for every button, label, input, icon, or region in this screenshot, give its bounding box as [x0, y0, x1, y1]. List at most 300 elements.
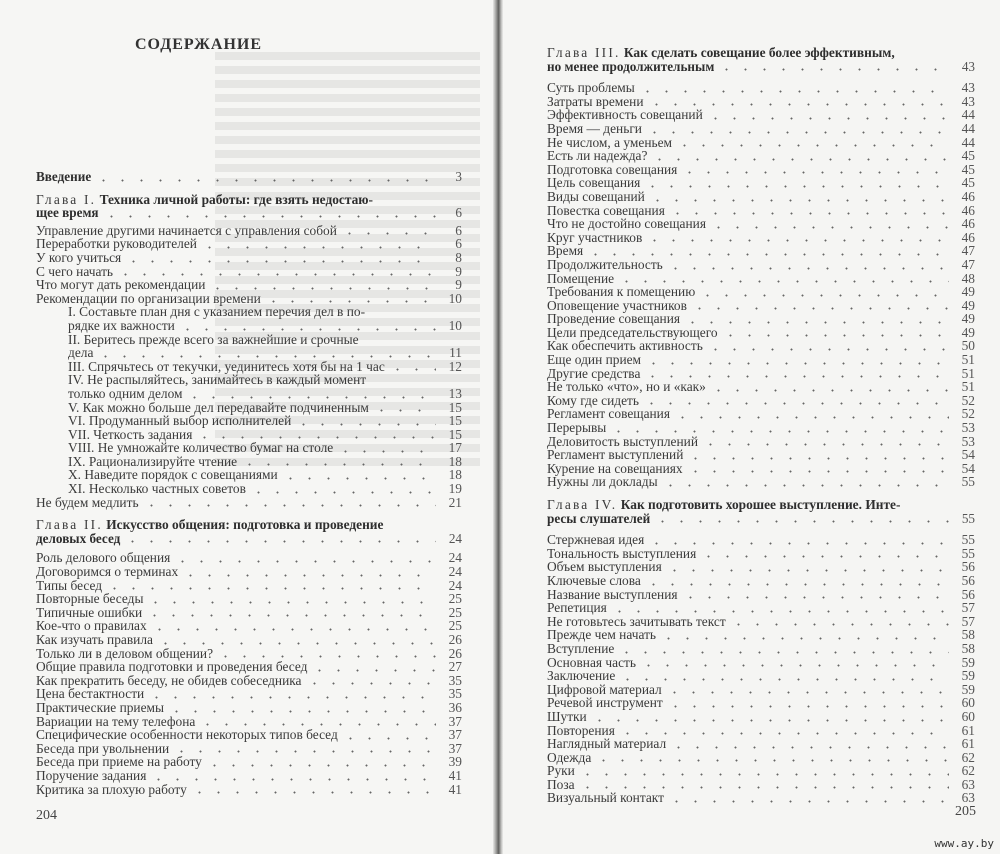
toc-entry-title: Еще один прием [547, 352, 642, 368]
dot-leader [665, 684, 949, 694]
page-number: 205 [955, 804, 976, 819]
toc-entry-page: 36 [448, 699, 462, 715]
toc-entry-page: 17 [448, 440, 462, 456]
dot-leader [294, 416, 436, 426]
toc-entry-title: Тональность выступления [547, 545, 697, 561]
toc-entry-page: 24 [448, 530, 462, 546]
dot-leader [124, 253, 436, 263]
toc-entry [547, 108, 975, 122]
dot-leader [690, 300, 949, 310]
dot-leader [590, 712, 949, 722]
page-number: 204 [36, 808, 57, 823]
toc-entry-title: Роль делового общения [36, 550, 171, 566]
chapter-1-heading [36, 193, 462, 207]
dot-leader [185, 389, 436, 399]
toc-entry [36, 619, 462, 633]
dot-leader [648, 192, 949, 202]
toc-entry-title: Переработки руководителей [36, 236, 197, 252]
toc-entry [547, 285, 975, 299]
toc-entry-page: 37 [448, 713, 462, 729]
toc-entry-title: Критика за плохую работу [36, 781, 187, 797]
toc-entry-page: 57 [961, 613, 975, 629]
toc-entry [36, 360, 462, 374]
toc-entry-title: Эффективность совещаний [547, 107, 703, 123]
dot-leader [706, 110, 949, 120]
dot-leader [669, 739, 949, 749]
toc-entry-title: IX. Рационализируйте чтение [68, 453, 238, 469]
dot-leader [618, 725, 949, 735]
toc-entry [36, 606, 462, 620]
toc-entry-page: 35 [448, 672, 462, 688]
toc-entry [36, 551, 462, 565]
chapter-title-line2: деловых бесед [36, 530, 121, 546]
toc-entry-page: 49 [961, 284, 975, 300]
toc-entry-title: Не будем медлить [36, 494, 139, 510]
toc-entry-page: 59 [961, 668, 975, 684]
dot-leader [388, 361, 436, 371]
dot-leader [372, 402, 436, 412]
toc-entry-page: 6 [455, 222, 462, 238]
toc-entry [547, 724, 975, 738]
dot-leader [701, 436, 949, 446]
toc-right-column [547, 46, 975, 805]
toc-entry-page: 47 [961, 243, 975, 259]
toc-entry-page: 21 [448, 494, 462, 510]
toc-entry-page: 6 [455, 205, 462, 221]
toc-entry-page: 25 [448, 591, 462, 607]
watermark: www.ay.by [934, 837, 994, 850]
toc-entry-page: 9 [455, 263, 462, 279]
toc-entry-title: Виды совещаний [547, 188, 645, 204]
toc-entry-page: 60 [961, 695, 975, 711]
toc-entry [547, 560, 975, 574]
dot-leader [717, 61, 949, 71]
toc-entry [36, 401, 462, 415]
dot-leader [249, 484, 436, 494]
toc-entry [547, 683, 975, 697]
toc-entry [547, 204, 975, 218]
toc-entry-page: 24 [448, 577, 462, 593]
chapter-4-heading-line2 [547, 512, 975, 526]
dot-leader [666, 698, 949, 708]
toc-entry-page: 61 [961, 722, 975, 738]
toc-entry-title: Время [547, 243, 584, 259]
toc-entry-page: 56 [961, 559, 975, 575]
chapter-4-heading [547, 498, 975, 512]
toc-entry-page: 35 [448, 686, 462, 702]
chapter-label: Глава I. [36, 191, 97, 207]
toc-entry [547, 272, 975, 286]
toc-entry [36, 592, 462, 606]
toc-entry-title-line1: IV. Не распыляйтесь, занимайтесь в каждый момент [68, 372, 367, 388]
dot-leader [686, 450, 949, 460]
toc-entry-page: 25 [448, 618, 462, 634]
toc-entry-title: Поручение задания [36, 767, 147, 783]
toc-entry-page: 43 [961, 80, 975, 96]
toc-entry [36, 674, 462, 688]
toc-entry-title: Не только «что», но и «как» [547, 379, 706, 395]
dot-leader [609, 423, 949, 433]
toc-entry-page: 15 [448, 413, 462, 429]
toc-entry-page: 49 [961, 297, 975, 313]
toc-entry [547, 122, 975, 136]
toc-entry-page: 48 [961, 270, 975, 286]
dot-leader [699, 548, 949, 558]
dot-leader [666, 260, 949, 270]
toc-entry [547, 81, 975, 95]
toc-entry [36, 224, 462, 238]
toc-entry [36, 647, 462, 661]
toc-entry-title: Управление другими начинается с управления собой [36, 222, 337, 238]
toc-entry-title: Деловитость выступлений [547, 433, 698, 449]
toc-entry-title: Рекомендации по организации времени [36, 290, 261, 306]
toc-entry-title: Курение на совещаниях [547, 460, 683, 476]
toc-entry-title: Типичные ошибки [36, 604, 143, 620]
chapter-3-heading [547, 46, 975, 60]
toc-entry-title: Стержневая идея [547, 532, 645, 548]
toc-entry [36, 251, 462, 265]
dot-leader [683, 314, 949, 324]
dot-leader [96, 348, 436, 358]
dot-leader [709, 219, 949, 229]
dot-leader [190, 784, 436, 794]
toc-entry-title: У кого учиться [36, 249, 122, 265]
dot-leader [340, 225, 436, 235]
toc-entry [547, 751, 975, 765]
toc-entry-page: 62 [961, 763, 975, 779]
toc-entry [36, 496, 462, 510]
toc-entry-page: 55 [961, 510, 975, 526]
toc-entry-page: 51 [961, 379, 975, 395]
page-title: СОДЕРЖАНИЕ [135, 36, 263, 53]
toc-entry-page: 27 [448, 659, 462, 675]
toc-entry-title: Цена бестактности [36, 686, 145, 702]
toc-entry-page: 45 [961, 175, 975, 191]
dot-leader [146, 594, 436, 604]
toc-entry [547, 588, 975, 602]
dot-leader [341, 730, 436, 740]
toc-entry-title-line2: дела [68, 345, 94, 361]
toc-entry-page: 58 [961, 627, 975, 643]
dot-leader [240, 456, 436, 466]
toc-entry-title: Как изучать правила [36, 632, 153, 647]
toc-entry-title: Беседа при приеме на работу [36, 754, 202, 770]
toc-entry [547, 615, 975, 629]
toc-entry [547, 475, 975, 489]
toc-entry-title: Практические приемы [36, 699, 165, 715]
toc-entry-page: 46 [961, 202, 975, 218]
chapter-2-heading [36, 518, 462, 532]
toc-entry [36, 728, 462, 742]
toc-entry-page: 45 [961, 148, 975, 164]
toc-entry-page: 39 [448, 754, 462, 770]
dot-leader [709, 382, 949, 392]
toc-entry-page: 8 [455, 249, 462, 265]
toc-entry-page: 41 [448, 781, 462, 797]
dot-leader [643, 178, 949, 188]
toc-entry-page: 58 [961, 640, 975, 656]
toc-entry-title: Одежда [547, 749, 592, 765]
dot-leader [667, 793, 949, 803]
toc-entry [547, 642, 975, 656]
dot-leader [173, 553, 436, 563]
dot-leader [665, 562, 949, 572]
toc-left-column [36, 170, 462, 796]
toc-entry-title: Регламент выступлений [547, 447, 684, 463]
toc-entry-title: Оповещение участников [547, 297, 687, 313]
toc-entry [36, 468, 462, 482]
toc-entry-title: Кое-что о правилах [36, 618, 147, 634]
chapter-title-line2: ресы слушателей [547, 510, 651, 526]
dot-leader [647, 535, 949, 545]
dot-leader [610, 603, 949, 613]
toc-entry [36, 292, 462, 306]
toc-entry-title: Суть проблемы [547, 80, 635, 96]
toc-entry-title: Круг участников [547, 229, 643, 245]
toc-entry [36, 565, 462, 579]
toc-entry-page: 10 [448, 317, 462, 333]
toc-entry [36, 769, 462, 783]
toc-entry-title: Перерывы [547, 420, 607, 436]
dot-leader [681, 589, 949, 599]
toc-entry-title: Время — деньги [547, 120, 642, 136]
toc-entry-title: Не готовьтесь зачитывать текст [547, 613, 726, 629]
toc-entry-title: Что могут дать рекомендации [36, 277, 206, 293]
dot-leader [149, 771, 436, 781]
toc-entry-page: 26 [448, 632, 462, 647]
toc-entry-page: 52 [961, 392, 975, 408]
toc-entry [547, 574, 975, 588]
toc-entry-page: 63 [961, 776, 975, 792]
toc-entry [547, 353, 975, 367]
toc-entry-title: Поза [547, 776, 575, 792]
toc-entry-page: 55 [961, 532, 975, 548]
dot-leader [706, 341, 949, 351]
toc-entry-title: Введение [36, 169, 92, 184]
toc-entry-title: Повторения [547, 722, 615, 738]
left-page [0, 0, 497, 854]
toc-entry-page: 44 [961, 107, 975, 123]
toc-entry-page: 56 [961, 586, 975, 602]
toc-entry-title-line1: II. Беритесь прежде всего за важнейшие и срочные [68, 331, 359, 347]
toc-entry [547, 737, 975, 751]
toc-entry [36, 237, 462, 251]
toc-entry-page: 50 [961, 338, 975, 354]
toc-entry [547, 448, 975, 462]
toc-entry [547, 710, 975, 724]
toc-entry-title: Цифровой материал [547, 681, 662, 697]
toc-entry-page: 37 [448, 727, 462, 743]
toc-entry-page: 11 [449, 345, 462, 361]
toc-entry [547, 176, 975, 190]
toc-entry [547, 149, 975, 163]
dot-leader [305, 675, 436, 685]
dot-leader [661, 477, 949, 487]
dot-leader [650, 151, 949, 161]
chapter-title-line2: но менее продолжительным [547, 58, 715, 74]
toc-entry [547, 367, 975, 381]
toc-entry [547, 380, 975, 394]
toc-entry [547, 764, 975, 778]
toc-entry-page: 15 [448, 399, 462, 415]
toc-entry-title: Руки [547, 763, 575, 779]
toc-entry-title: Специфические особенности некоторых типов бесед [36, 727, 338, 743]
dot-leader [647, 96, 949, 106]
toc-entry-page: 46 [961, 229, 975, 245]
toc-entry-title-line2: только одним делом [68, 385, 183, 401]
dot-leader [208, 280, 436, 290]
toc-entry-title: Наглядный материал [547, 736, 667, 752]
dot-leader [281, 470, 436, 480]
dot-leader [617, 273, 949, 283]
toc-entry-page: 51 [961, 365, 975, 381]
toc-entry-title: Другие средства [547, 365, 641, 381]
toc-entry-title: V. Как можно больше дел передавайте подчиненным [68, 399, 369, 415]
toc-entry-page: 24 [448, 564, 462, 580]
toc-entry [547, 231, 975, 245]
chapter-title-line2: щее время [36, 205, 99, 221]
chapter-label: Глава IV. [547, 497, 618, 512]
toc-entry-title: Объем выступления [547, 559, 662, 575]
toc-entry-page: 26 [448, 645, 462, 661]
toc-entry-title: Общие правила подготовки и проведения бесед [36, 659, 308, 675]
toc-entry-page: 57 [961, 600, 975, 616]
dot-leader [142, 497, 436, 507]
toc-entry [547, 244, 975, 258]
dot-leader [698, 287, 949, 297]
dot-leader [205, 757, 436, 767]
toc-entry [36, 715, 462, 729]
toc-entry-title: Требования к помещению [547, 284, 696, 300]
toc-entry-page: 19 [448, 481, 462, 497]
toc-entry-title: Вступление [547, 640, 615, 656]
dot-leader [195, 429, 436, 439]
toc-entry-title: Прежде чем начать [547, 627, 657, 643]
toc-entry-title: Речевой инструмент [547, 695, 663, 711]
toc-entry-title: Проведение совещания [547, 311, 681, 327]
toc-entry-page: 49 [961, 324, 975, 340]
toc-entry-page: 60 [961, 708, 975, 724]
toc-entry-title: III. Спрячьтесь от текучки, уединитесь хотя бы на 1 час [68, 358, 385, 374]
toc-entry-page: 37 [448, 740, 462, 756]
toc-entry [36, 633, 462, 647]
dot-leader [200, 239, 436, 249]
dot-leader [644, 355, 949, 365]
dot-leader [645, 232, 949, 242]
toc-entry [547, 217, 975, 231]
toc-entry-page: 59 [961, 681, 975, 697]
toc-entry [36, 660, 462, 674]
toc-entry [547, 462, 975, 476]
chapter-label: Глава II. [36, 517, 103, 533]
toc-entry-page: 10 [448, 290, 462, 306]
dot-leader [150, 621, 436, 631]
toc-entry-page: 45 [961, 161, 975, 177]
toc-entry-title-line2: рядке их важности [68, 317, 175, 333]
dot-leader [645, 124, 949, 134]
toc-entry [36, 319, 462, 333]
dot-leader [686, 463, 949, 473]
toc-entry-title: Продолжительность [547, 256, 663, 272]
dot-leader [642, 395, 949, 405]
dot-leader [264, 293, 436, 303]
toc-entry [547, 601, 975, 615]
toc-entry-title: Регламент совещания [547, 406, 671, 422]
toc-entry-title-line1: I. Составьте план дня с указанием перечия дел в по- [68, 304, 366, 320]
toc-entry-title: Заключение [547, 668, 616, 684]
toc-entry-page: 12 [448, 358, 462, 374]
toc-entry-title: Помещение [547, 270, 615, 286]
toc-entry-page: 54 [961, 447, 975, 463]
toc-entry [36, 265, 462, 279]
dot-leader [643, 368, 949, 378]
chapter-label: Глава III. [547, 45, 621, 60]
chapter-2-heading-line2 [36, 532, 462, 546]
toc-entry [36, 346, 462, 360]
dot-leader [216, 648, 436, 658]
toc-entry [36, 742, 462, 756]
book-spine-gutter [493, 0, 503, 854]
toc-entry-title: Шутки [547, 708, 587, 724]
toc-entry-page: 25 [448, 604, 462, 620]
toc-entry [547, 326, 975, 340]
toc-entry-page: 13 [448, 385, 462, 401]
toc-entry-page: 24 [448, 550, 462, 566]
toc-entry [547, 533, 975, 547]
dot-leader [675, 137, 949, 147]
toc-entry-title: Договоримся о терминах [36, 564, 179, 580]
dot-leader [145, 607, 436, 617]
dot-leader [94, 172, 436, 182]
toc-entry-title: Цель совещания [547, 175, 641, 191]
right-page [497, 0, 1000, 854]
toc-entry-page: 47 [961, 256, 975, 272]
toc-entry-title: Вариации на тему телефона [36, 713, 196, 729]
toc-entry-page: 51 [961, 352, 975, 368]
toc-entry-page: 44 [961, 134, 975, 150]
toc-entry-page: 62 [961, 749, 975, 765]
dot-leader [578, 766, 949, 776]
dot-leader [638, 83, 949, 93]
toc-entry-page: 55 [961, 474, 975, 490]
dot-leader [668, 205, 949, 215]
toc-entry-page: 43 [961, 93, 975, 109]
toc-entry-title: Цели председательствующего [547, 324, 718, 340]
dot-leader [644, 576, 949, 586]
toc-entry [36, 441, 462, 455]
chapter-title-line1: Как сделать совещание более эффективным, [623, 45, 895, 60]
dot-leader [653, 513, 949, 523]
dot-leader [178, 321, 436, 331]
toc-entry-title: Как прекратить беседу, не обидев собеседника [36, 672, 302, 688]
toc-entry [547, 791, 975, 805]
toc-entry-page: 55 [961, 545, 975, 561]
toc-entry-page: 46 [961, 216, 975, 232]
toc-entry-title: Подготовка совещания [547, 161, 678, 177]
toc-entry-page: 49 [961, 311, 975, 327]
dot-leader [336, 443, 436, 453]
dot-leader [680, 164, 949, 174]
dot-leader [116, 266, 436, 276]
toc-entry [36, 701, 462, 715]
toc-entry-page: 18 [448, 453, 462, 469]
toc-entry-title: Типы бесед [36, 577, 103, 593]
toc-entry-page: 61 [961, 736, 975, 752]
dot-leader [617, 644, 949, 654]
toc-entry-title: Ключевые слова [547, 572, 641, 588]
toc-entry [547, 312, 975, 326]
toc-entry-intro [36, 170, 462, 184]
